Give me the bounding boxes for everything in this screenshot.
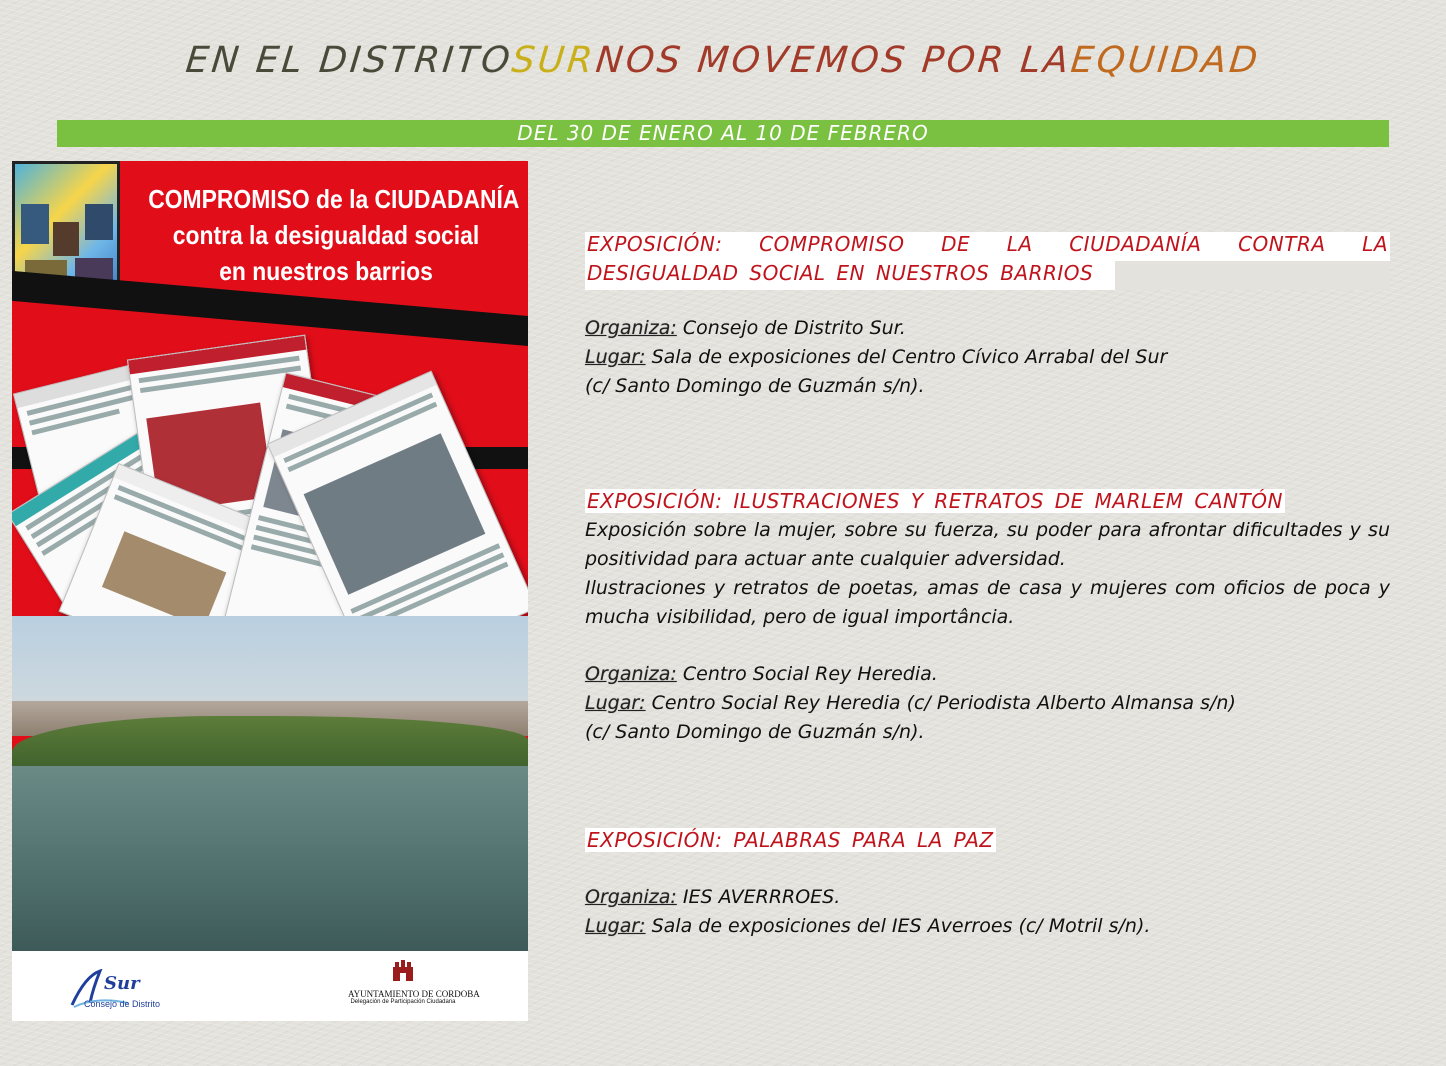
lugar-value: Sala de exposiciones del Centro Cívico Arrabal del Sur: [651, 346, 1168, 368]
city-shield-icon: [390, 959, 416, 985]
lugar-label: Lugar:: [585, 692, 646, 714]
organiza-label: Organiza:: [585, 886, 677, 908]
ayuntamiento-name: AYUNTAMIENTO DE CORDOBA: [348, 989, 480, 999]
lugar-value: Sala de exposiciones del IES Averroes (c/ Motril s/n).: [651, 915, 1151, 937]
exhibition-title: EXPOSICIÓN: COMPROMISO DE LA CIUDADANÍA CONTRA LA DESIGUALDAD SOCIAL EN NUESTROS BARRIOS: [587, 232, 1388, 285]
lugar-extra: (c/ Santo Domingo de Guzmán s/n).: [585, 375, 925, 397]
exhibition-description: Exposición sobre la mujer, sobre su fuerza, su poder para afrontar dificultades y su positividad para actuar ante cualquier adversidad.: [585, 519, 1390, 570]
exhibition-organizer: [585, 314, 1390, 343]
exhibition-poster: [12, 161, 528, 1021]
organiza-value: IES AVERRROES.: [682, 886, 841, 908]
lugar-label: Lugar:: [585, 915, 646, 937]
consejo-distrito-sur-logo: [70, 969, 170, 1013]
title-part-4: EQUIDAD: [1068, 40, 1263, 81]
exhibition-1: [585, 230, 1390, 401]
ayuntamiento-subtitle: Delegación de Participación Ciudadana: [350, 999, 456, 1005]
exhibition-title: EXPOSICIÓN: ILUSTRACIONES Y RETRATOS DE MARLEM CANTÓN: [587, 489, 1283, 513]
exhibition-2: [585, 487, 1390, 747]
page-title: [0, 40, 1446, 96]
exhibition-location: [585, 689, 1390, 718]
river-landscape-photo: [12, 616, 528, 951]
title-part-3: NOS MOVEMOS POR LA: [593, 40, 1074, 81]
poster-heading-line: COMPROMISO de la CIUDADANÍA: [148, 184, 520, 214]
organiza-value: Centro Social Rey Heredia.: [682, 663, 938, 685]
exhibition-description: Ilustraciones y retratos de poetas, amas de casa y mujeres com oficios de poca y mucha visibilidad, pero de igual importância.: [585, 577, 1390, 628]
poster-heading: [148, 181, 520, 289]
title-part-2: SUR: [510, 40, 598, 81]
exhibition-organizer: [585, 660, 1390, 689]
exhibition-3: [585, 826, 1390, 941]
ayuntamiento-cordoba-logo: [348, 959, 480, 1019]
sur-logo-subtitle: Consejo de Distrito: [84, 999, 161, 1009]
exhibition-title: EXPOSICIÓN: PALABRAS PARA LA PAZ: [587, 828, 994, 852]
date-range-bar: DEL 30 DE ENERO AL 10 DE FEBRERO: [57, 120, 1389, 147]
title-part-1: EN EL DISTRITO: [183, 40, 515, 81]
lugar-extra: (c/ Santo Domingo de Guzmán s/n).: [585, 721, 925, 743]
exhibition-organizer: [585, 883, 1390, 912]
organiza-value: Consejo de Distrito Sur.: [682, 317, 906, 339]
poster-heading-line: en nuestros barrios: [219, 256, 433, 286]
lugar-label: Lugar:: [585, 346, 646, 368]
sur-logo-name: Sur: [104, 973, 140, 994]
exhibition-location: [585, 343, 1390, 372]
poster-heading-line: contra la desigualdad social: [172, 220, 480, 250]
organiza-label: Organiza:: [585, 663, 677, 685]
poster-footer: [12, 951, 528, 1021]
organiza-label: Organiza:: [585, 317, 677, 339]
exhibition-location: [585, 912, 1390, 941]
lugar-value: Centro Social Rey Heredia (c/ Periodista Alberto Almansa s/n): [651, 692, 1236, 714]
